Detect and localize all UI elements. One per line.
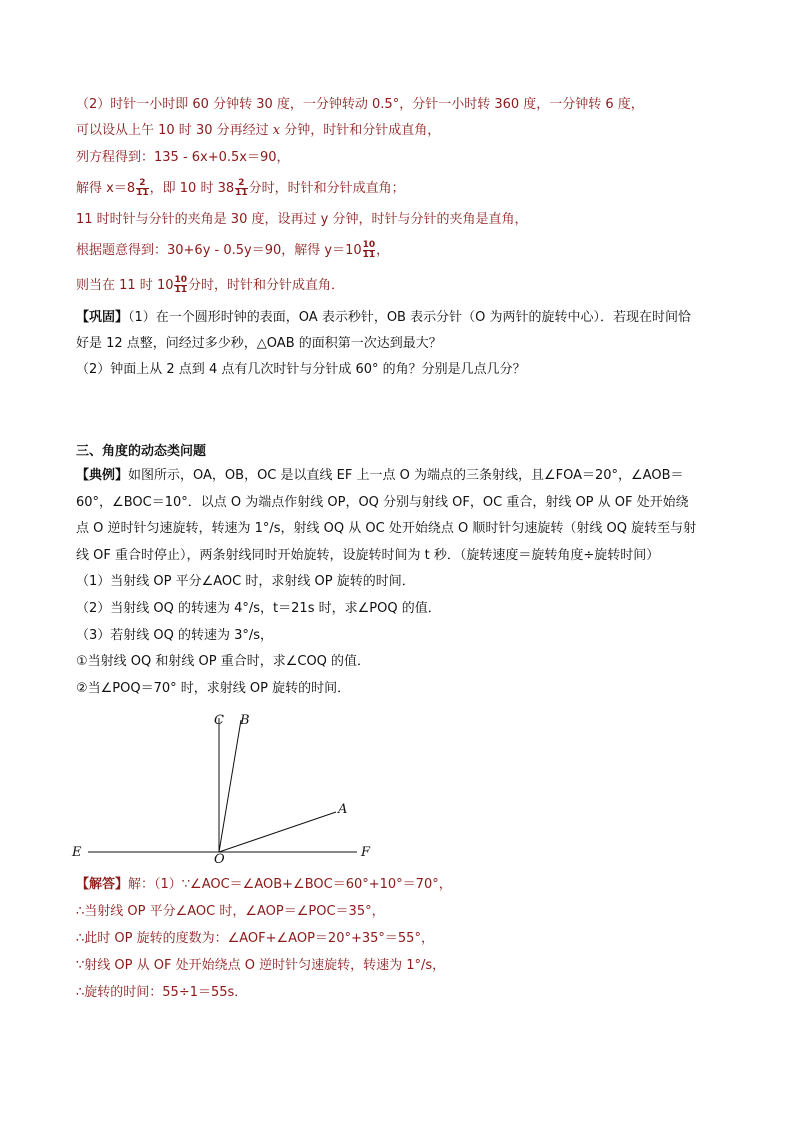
denominator: 11	[235, 188, 248, 198]
tag: 【解答】	[76, 877, 129, 892]
text: 可以设从上午 10 时 30 分再经过	[76, 123, 273, 138]
text-line: （2）当射线 OQ 的转速为 4°/s，t＝21s 时，求∠POQ 的值．	[76, 601, 441, 616]
denominator: 11	[362, 250, 376, 260]
label-a: A	[338, 802, 348, 817]
text-line: ∴旋转的时间：55÷1＝55s．	[76, 985, 248, 1000]
text: 分时，时针和分针成直角．	[188, 278, 345, 293]
label-c: C	[214, 713, 224, 728]
numerator: 10	[174, 275, 188, 285]
denominator: 11	[136, 188, 149, 198]
text: ，	[376, 243, 390, 258]
text: 解得 x＝8	[76, 181, 136, 196]
text-line: ∴当射线 OP 平分∠AOC 时，∠AOP＝∠POC＝35°，	[76, 904, 385, 919]
text-line: 60°，∠BOC＝10°．以点 O 为端点作射线 OP，OQ 分别与射线 OF，OC 重合，射线 OP 从 OF 处开始绕	[76, 495, 689, 510]
text-line: （1）当射线 OP 平分∠AOC 时，求射线 OP 旋转的时间．	[76, 574, 415, 589]
text-line: 11 时时针与分针的夹角是 30 度，设再过 y 分钟，时针与分针的夹角是直角，	[76, 212, 528, 227]
text-line: 好是 12 点整，问经过多少秒，△OAB 的面积第一次达到最大？	[76, 336, 442, 351]
numerator: 2	[136, 179, 149, 189]
tag: 【典例】	[76, 468, 129, 483]
text: 则当在 11 时 10	[76, 278, 174, 293]
ray-ob	[219, 720, 241, 852]
text: 根据题意得到：30+6y - 0.5y＝90，解得 y＝10	[76, 243, 362, 258]
var: x	[272, 123, 281, 138]
text-line: ∵射线 OP 从 OF 处开始绕点 O 逆时针匀速旋转，转速为 1°/s，	[76, 958, 446, 973]
label-f: F	[361, 845, 371, 860]
text: 如图所示，OA，OB，OC 是以直线 EF 上一点 O 为端点的三条射线，且∠FOA＝20°，∠AOB＝	[128, 468, 684, 483]
label-o: O	[214, 852, 225, 867]
text-line: ②当∠POQ＝70° 时，求射线 OP 旋转的时间．	[76, 681, 351, 696]
text-line: 点 O 逆时针匀速旋转，转速为 1°/s，射线 OQ 从 OC 处开始绕点 O 顺时针匀速旋转（射线 OQ 旋转至与射	[76, 521, 697, 536]
section-heading: 三、角度的动态类问题	[76, 444, 207, 459]
ray-oa	[219, 812, 336, 852]
text: 分钟，时针和分针成直角，	[280, 123, 441, 138]
label-b: B	[240, 713, 250, 728]
label-e: E	[72, 845, 82, 860]
tag: 【巩固】	[76, 310, 129, 325]
numerator: 2	[235, 179, 248, 189]
text-line: ∴此时 OP 旋转的度数为：∠AOF+∠AOP＝20°+35°＝55°，	[76, 931, 434, 946]
text-line: （2）钟面上从 2 点到 4 点有几次时针与分针成 60° 的角？分别是几点几分？	[76, 362, 526, 377]
text: 解：（1）∵∠AOC＝∠AOB+∠BOC＝60°+10°＝70°，	[128, 877, 452, 892]
text: 分时，时针和分针成直角；	[248, 181, 405, 196]
denominator: 11	[174, 285, 188, 295]
text-line	[76, 876, 452, 894]
text-line: （2）时针一小时即 60 分钟转 30 度，一分钟转动 0.5°，分针一小时转 360 度，一分钟转 6 度，	[76, 97, 644, 112]
text-line: 列方程得到：135 - 6x+0.5x＝90，	[76, 150, 290, 165]
text-line: 线 OF 重合时停止），两条射线同时开始旋转，设旋转时间为 t 秒．（旋转速度＝旋转角度÷旋转时间）	[76, 548, 660, 563]
numerator: 10	[362, 240, 376, 250]
text: （1）在一个圆形时钟的表面，OA 表示秒针，OB 表示分针（O 为两针的旋转中心）．若现在时间恰	[128, 310, 691, 325]
text-line: （3）若射线 OQ 的转速为 3°/s，	[76, 628, 274, 643]
text-line: ①当射线 OQ 和射线 OP 重合时，求∠COQ 的值．	[76, 654, 371, 669]
text: ，即 10 时 38	[149, 181, 235, 196]
